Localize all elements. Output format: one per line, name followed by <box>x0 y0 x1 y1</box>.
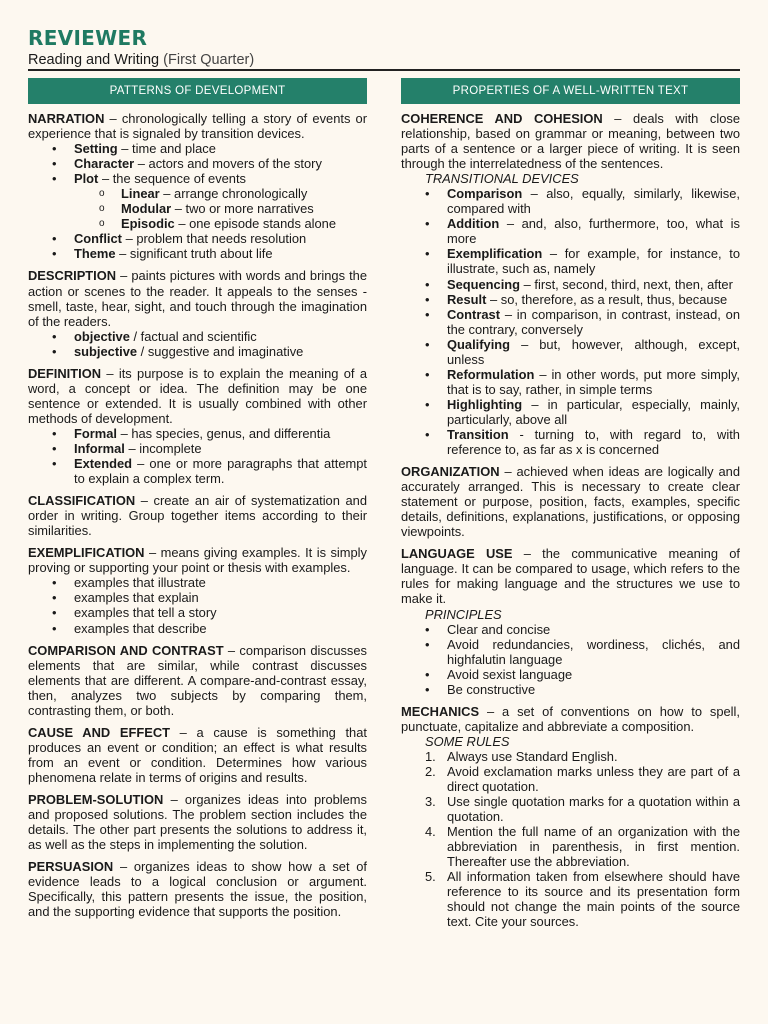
coherence-definition <box>401 111 740 171</box>
comparison-term: COMPARISON AND CONTRAST <box>28 642 224 658</box>
cause-effect-definition <box>28 725 367 785</box>
subtitle-quarter: (First Quarter) <box>163 52 255 68</box>
item-term: Episodic <box>121 216 175 232</box>
list-item <box>401 397 740 427</box>
item-text: – in particular, especially, mainly, particularly, above all <box>447 396 740 427</box>
item-term: Transition <box>447 426 509 442</box>
item-text: – problem that needs resolution <box>125 231 307 247</box>
list-item <box>401 824 740 869</box>
list-item <box>28 344 367 359</box>
coherence-term: COHERENCE AND COHESION <box>401 111 603 126</box>
item-text: – one or more paragraphs that attempt to explain a complex term. <box>74 456 367 487</box>
item-term: Contrast <box>447 306 500 322</box>
language-use-definition <box>401 546 740 606</box>
list-item <box>28 141 367 156</box>
rules-list <box>401 749 740 930</box>
rule-number: 1. <box>425 748 436 764</box>
persuasion-term: PERSUASION <box>28 859 114 875</box>
mechanics-section <box>401 704 740 930</box>
organization-text: – achieved when ideas are logically and accurately arranged. This is necessary to create clear statement or purpose, position, facts, examples, specific details, definitions, explanations, justifications, or opposing viewpoints. <box>401 464 740 540</box>
item-text: – for example, for instance, to illustrate, such as, namely <box>447 246 740 277</box>
right-column <box>401 78 740 936</box>
item-term: subjective <box>74 343 138 359</box>
page-title: REVIEWER <box>28 26 148 50</box>
description-section <box>28 268 367 358</box>
problem-solution-definition <box>28 792 367 852</box>
item-term: objective <box>74 328 130 344</box>
item-term: Modular <box>121 201 172 217</box>
item-text: – in comparison, in contrast, instead, on the contrary, conversely <box>447 306 740 337</box>
definition-section <box>28 366 367 486</box>
exemplification-term: EXEMPLIFICATION <box>28 545 145 561</box>
classification-section <box>28 493 367 538</box>
narration-term: NARRATION <box>28 111 105 126</box>
classification-term: CLASSIFICATION <box>28 493 136 509</box>
list-item: • Avoid sexist language <box>401 667 740 682</box>
item-text: – but, however, although, except, unless <box>447 336 740 367</box>
list-item <box>28 456 367 486</box>
list-item: • examples that tell a story <box>28 605 367 620</box>
mechanics-text: – a set of conventions on how to spell, punctuate, capitalize and abbreviate a composition. <box>401 703 740 734</box>
definition-list <box>28 426 367 486</box>
item-term: Sequencing <box>447 276 521 292</box>
rule-text: All information taken from elsewhere should have reference to its source and its presentation form should not change the main points of the source text. Cite your sources. <box>447 869 740 930</box>
list-item <box>28 441 367 456</box>
item-text: – two or more narratives <box>174 201 314 217</box>
cause-effect-text: – a cause is something that produces an event or condition; an effect is what results from an event or condition. Determines how various phenomena relate in terms of origins and results. <box>28 724 367 785</box>
rule-number: 5. <box>425 869 436 885</box>
item-term: Conflict <box>74 231 122 247</box>
coherence-text: – deals with close relationship, based on grammar or meaning, between two parts of a sentence or a larger piece of writing. It is seen through the interrelatedness of the sentences. <box>401 111 740 172</box>
list-item <box>28 329 367 344</box>
list-item <box>401 749 740 764</box>
list-item <box>401 246 740 276</box>
left-column <box>28 78 367 926</box>
item-text: – also, equally, similarly, likewise, compared with <box>447 186 740 217</box>
patterns-heading: PATTERNS OF DEVELOPMENT <box>28 78 367 104</box>
item-text: – and, also, furthermore, too, what is more <box>447 216 740 247</box>
exemplification-section <box>28 545 367 635</box>
list-item: • examples that describe <box>28 621 367 636</box>
item-text: – so, therefore, as a result, thus, because <box>490 291 728 307</box>
cause-effect-section <box>28 725 367 785</box>
list-item <box>28 246 367 261</box>
rule-text: Avoid exclamation marks unless they are part of a direct quotation. <box>447 763 740 795</box>
item-text: – one episode stands alone <box>178 216 337 232</box>
comparison-definition <box>28 643 367 718</box>
mechanics-definition <box>401 704 740 734</box>
list-item <box>401 307 740 337</box>
exemplification-definition <box>28 545 367 575</box>
definition-term: DEFINITION <box>28 365 102 381</box>
rule-number: 2. <box>425 763 436 779</box>
rule-text: Mention the full name of an organization with the abbreviation in parenthesis, in first mention. Thereafter use the abbreviation. <box>447 824 740 870</box>
item-term: Addition <box>447 216 500 232</box>
list-item <box>28 201 367 216</box>
persuasion-definition <box>28 859 367 919</box>
principles-list <box>401 622 740 697</box>
rule-text: Use single quotation marks for a quotation within a quotation. <box>447 794 740 825</box>
list-item <box>28 426 367 441</box>
item-term: Plot <box>74 171 99 187</box>
item-term: Reformulation <box>447 366 535 382</box>
list-item: • Be constructive <box>401 682 740 697</box>
plot-sublist <box>28 186 367 231</box>
item-text: – significant truth about life <box>119 246 273 262</box>
list-item <box>401 292 740 307</box>
mechanics-term: MECHANICS <box>401 703 480 719</box>
list-item <box>401 216 740 246</box>
document-header <box>28 26 740 69</box>
persuasion-section <box>28 859 367 919</box>
item-text: - turning to, with regard to, with reference to, as far as x is concerned <box>447 426 740 458</box>
narration-section <box>28 111 367 261</box>
organization-section <box>401 464 740 539</box>
narration-definition <box>28 111 367 141</box>
item-term: Extended <box>74 456 133 472</box>
comparison-text: – comparison discusses elements that are similar, while contrast discusses elements that are different. A compare-and-contrast essay, then, analyzes two subjects by comparing them, contrasting them, or both. <box>28 642 367 718</box>
list-item <box>401 367 740 397</box>
list-item <box>401 277 740 292</box>
item-term: Formal <box>74 425 117 441</box>
classification-text: – create an air of systematization and order in writing. Group together items according to their similarities. <box>28 493 367 539</box>
language-use-text: – the communicative meaning of language. It can be compared to usage, which refers to the rules for making language and the structures we use to make it. <box>401 546 740 607</box>
comparison-section <box>28 643 367 718</box>
description-list <box>28 329 367 359</box>
persuasion-text: – organizes ideas to show how a set of evidence leads to a logical conclusion or argument. Specifically, this pattern presents the issue, the position, and the supporting evidence that supports the position. <box>28 859 367 920</box>
item-text: / factual and scientific <box>133 328 257 344</box>
item-term: Linear <box>121 186 160 202</box>
item-text: – actors and movers of the story <box>137 156 322 172</box>
subtitle-main: Reading and Writing <box>28 52 160 68</box>
list-item: • examples that explain <box>28 590 367 605</box>
properties-heading: PROPERTIES OF A WELL-WRITTEN TEXT <box>401 78 740 104</box>
header-divider <box>28 69 740 71</box>
item-text: – the sequence of events <box>101 171 247 187</box>
list-item <box>401 427 740 457</box>
item-term: Result <box>447 291 487 307</box>
list-item <box>401 869 740 929</box>
list-item <box>28 186 367 201</box>
organization-definition <box>401 464 740 539</box>
item-term: Informal <box>74 440 125 456</box>
list-item <box>28 171 367 186</box>
list-item <box>401 794 740 824</box>
list-item <box>28 216 367 231</box>
narration-list <box>28 141 367 186</box>
item-term: Qualifying <box>447 336 511 352</box>
exemplification-text: – means giving examples. It is simply proving or supporting your point or thesis with examples. <box>28 545 367 576</box>
language-use-section <box>401 546 740 696</box>
transitional-devices-subheading: TRANSITIONAL DEVICES <box>425 171 579 187</box>
list-item <box>401 764 740 794</box>
item-term: Exemplification <box>447 246 543 262</box>
cause-effect-term: CAUSE AND EFFECT <box>28 724 171 740</box>
item-text: – has species, genus, and differentia <box>120 425 331 441</box>
rule-text: Always use Standard English. <box>447 748 618 764</box>
item-term: Theme <box>74 246 116 262</box>
item-text: – incomplete <box>128 440 202 456</box>
item-term: Setting <box>74 141 118 157</box>
problem-solution-text: – organizes ideas into problems and proposed solutions. The problem section includes the details. The other part presents the solutions to address it, as well as the steps in implementing the solution. <box>28 791 367 853</box>
item-text: – arrange chronologically <box>163 186 308 202</box>
some-rules-subheading: SOME RULES <box>425 733 510 749</box>
list-item <box>28 231 367 246</box>
definition-definition <box>28 366 367 426</box>
page-subtitle <box>28 51 740 69</box>
item-text: / suggestive and imaginative <box>140 343 304 359</box>
item-term: Comparison <box>447 186 523 202</box>
problem-solution-section <box>28 792 367 852</box>
item-text: – time and place <box>121 141 216 157</box>
problem-solution-term: PROBLEM-SOLUTION <box>28 791 164 807</box>
definition-text: – its purpose is to explain the meaning of a word, a concept or idea. The definition may be one sentence or extended. It is usually combined with other methods of development. <box>28 365 367 426</box>
coherence-section <box>401 111 740 457</box>
description-definition <box>28 268 367 328</box>
list-item <box>401 337 740 367</box>
rule-number: 4. <box>425 824 436 840</box>
description-term: DESCRIPTION <box>28 268 117 284</box>
item-term: Highlighting <box>447 396 523 412</box>
classification-definition <box>28 493 367 538</box>
list-item: • examples that illustrate <box>28 575 367 590</box>
list-item <box>28 156 367 171</box>
item-term: Character <box>74 156 135 172</box>
narration-text: – chronologically telling a story of events or experience that is signaled by transition devices. <box>28 111 367 142</box>
item-text: – in other words, put more simply, that is to say, rather, in simple terms <box>447 366 740 397</box>
list-item: • Avoid redundancies, wordiness, clichés, and highfalutin language <box>401 637 740 667</box>
description-text: – paints pictures with words and brings the action or scenes to the reader. It appeals to the senses -smell, taste, hear, sight, and touch through the imagination of the readers. <box>28 268 367 329</box>
transitional-devices-list <box>401 186 740 457</box>
list-item <box>401 186 740 216</box>
exemplification-list <box>28 575 367 635</box>
list-item: • Clear and concise <box>401 622 740 637</box>
language-use-term: LANGUAGE USE <box>401 546 513 562</box>
narration-list-continued <box>28 231 367 261</box>
rule-number: 3. <box>425 794 436 810</box>
principles-subheading: PRINCIPLES <box>425 606 502 622</box>
item-text: – first, second, third, next, then, after <box>523 276 733 292</box>
organization-term: ORGANIZATION <box>401 464 500 480</box>
